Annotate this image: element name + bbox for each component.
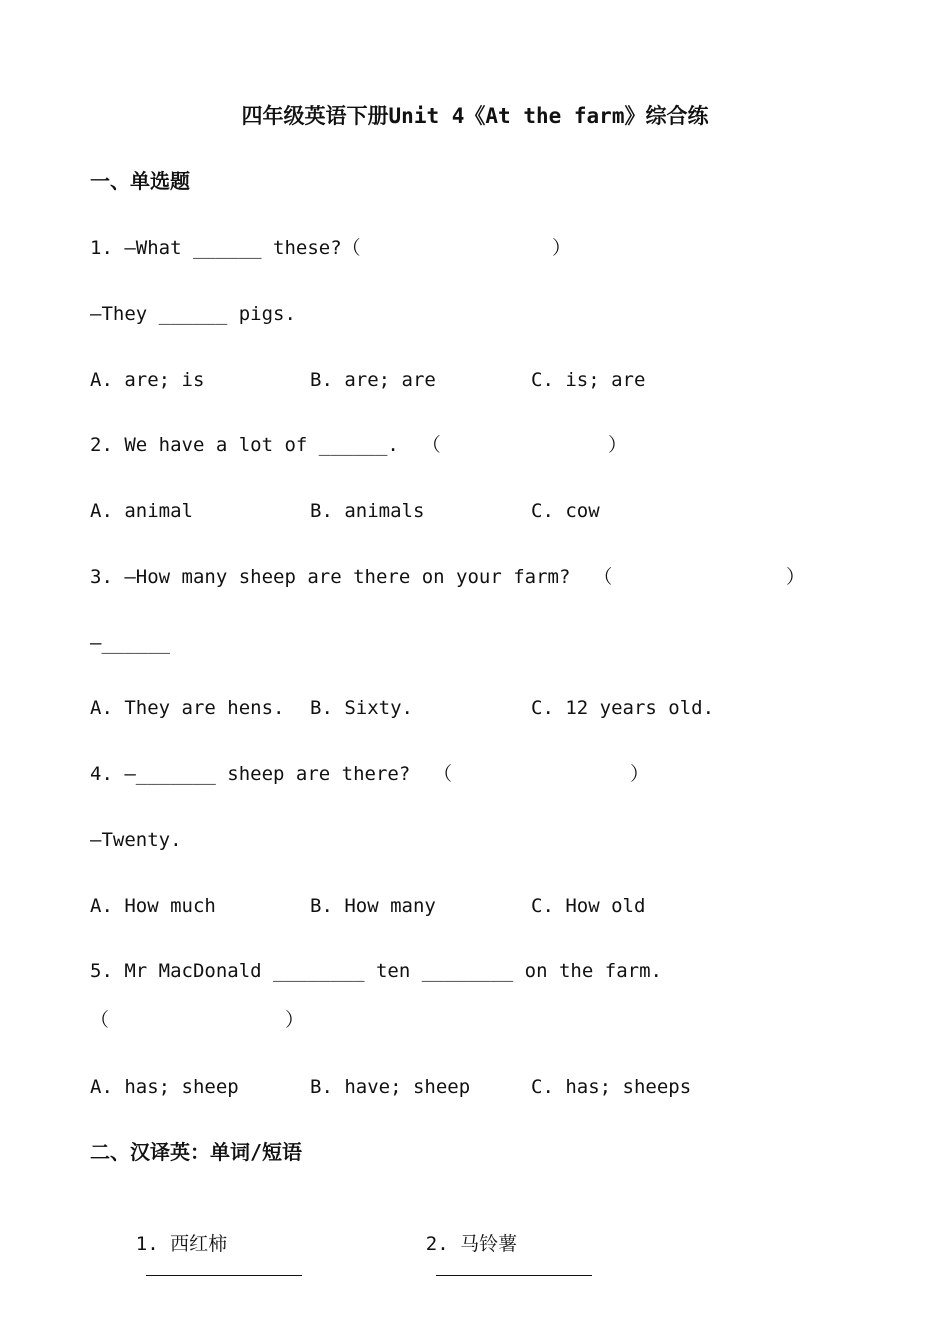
question-2-option-c: C. cow (531, 500, 600, 522)
question-5-paren-open: （ (90, 1009, 110, 1031)
question-3-line2: —______ (90, 632, 171, 654)
question-2-option-b: B. animals (310, 500, 425, 522)
translation-item-1-answer-blank[interactable] (146, 1257, 302, 1276)
translation-item-1-label: 1. 西红柿 (135, 1233, 228, 1255)
question-4-option-c: C. How old (531, 895, 646, 917)
question-3-option-a: A. They are hens. (90, 697, 285, 719)
question-1-option-b: B. are; are (310, 369, 436, 391)
question-5-paren-close: ） (285, 1009, 305, 1031)
question-1-option-a: A. are; is (90, 369, 205, 391)
question-1-paren-close: ） (552, 237, 572, 259)
question-5-option-c: C. has; sheeps (531, 1076, 692, 1098)
question-2-stem: 2. We have a lot of ______. （ (90, 434, 441, 456)
question-2-option-a: A. animal (90, 500, 193, 522)
translation-item-2-label: 2. 马铃薯 (425, 1233, 518, 1255)
question-1-line2: —They ______ pigs. (90, 303, 296, 325)
section-heading-translation: 二、汉译英：单词/短语 (90, 1140, 303, 1164)
section-heading-single-choice: 一、单选题 (90, 169, 190, 193)
question-3-stem: 3. —How many sheep are there on your farm? （ (90, 566, 613, 588)
translation-item-2 (380, 1205, 592, 1309)
question-5-stem: 5. Mr MacDonald ________ ten ________ on the farm. (90, 960, 662, 982)
question-5-option-a: A. has; sheep (90, 1076, 239, 1098)
question-1-option-c: C. is; are (531, 369, 646, 391)
question-2-paren-close: ） (608, 434, 628, 456)
question-3-option-b: B. Sixty. (310, 697, 413, 719)
question-3-option-c: C. 12 years old. (531, 697, 715, 719)
question-4-stem: 4. —_______ sheep are there? （ (90, 763, 453, 785)
question-4-line2: —Twenty. (90, 829, 182, 851)
question-5-option-b: B. have; sheep (310, 1076, 471, 1098)
question-4-paren-close: ） (630, 763, 650, 785)
question-1-stem: 1. —What ______ these?（ (90, 237, 361, 259)
translation-item-1 (90, 1205, 302, 1309)
question-4-option-b: B. How many (310, 895, 436, 917)
translation-item-2-answer-blank[interactable] (436, 1257, 592, 1276)
page-title: 四年级英语下册Unit 4《At the farm》综合练 (241, 104, 709, 128)
question-3-paren-close: ） (786, 566, 806, 588)
question-4-option-a: A. How much (90, 895, 216, 917)
